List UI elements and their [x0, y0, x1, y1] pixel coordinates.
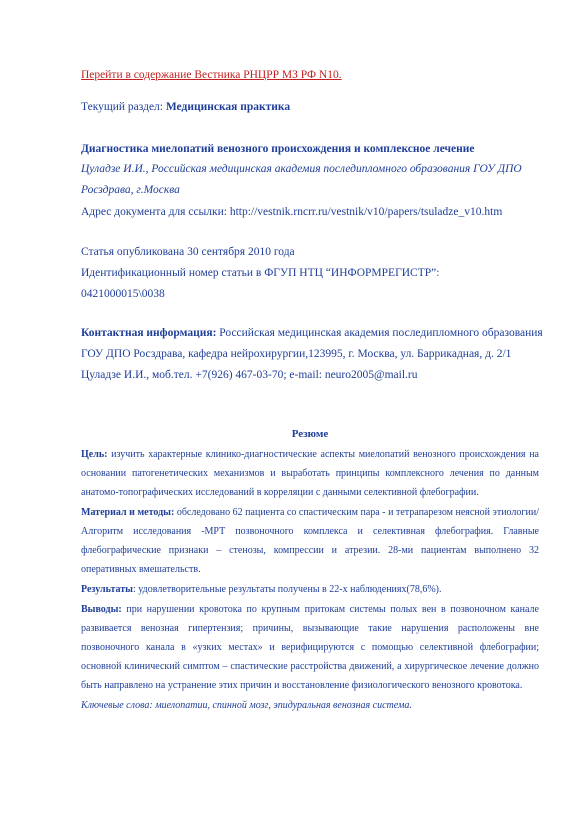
abstract-conclusions — [81, 600, 539, 695]
contact-line-2: ГОУ ДПО Росздрава, кафедра нейрохирургии,123995, г. Москва, ул. Баррикадная, д. 2/1 — [81, 348, 512, 360]
abstract-goal — [81, 445, 539, 502]
contact-line-1 — [81, 326, 543, 340]
conclusions-label: Выводы: — [81, 604, 122, 615]
methods-text: обследовано 62 пациента со спастическим пара - и тетрапарезом неясной этиологии/ Алгоритм исследования -МРТ позвоночного комплекса и селективная флебография. Главные флебографические признаки – стенозы, компрессии и атрезии. 28-ми пациентам выполнено 32 оперативных вмешательств. — [81, 507, 539, 575]
publication-date: Статья опубликована 30 сентября 2010 года — [81, 246, 295, 258]
abstract-section — [81, 427, 539, 715]
contact-line-3: Цуладзе И.И., моб.тел. +7(926) 467-03-70; e-mail: neuro2005@mail.ru — [81, 369, 418, 381]
document-address: Адрес документа для ссылки: http://vestnik.rncrr.ru/vestnik/v10/papers/tsuladze_v10.htm — [81, 206, 503, 218]
methods-label: Материал и методы: — [81, 507, 175, 518]
abstract-results — [81, 580, 539, 599]
article-title: Диагностика миелопатий венозного происхождения и комплексное лечение — [81, 143, 475, 155]
section-label: Текущий раздел: — [81, 101, 163, 113]
results-text: : удовлетворительные результаты получены в 22-х наблюдениях(78,6%). — [133, 584, 442, 595]
abstract-title: Резюме — [291, 428, 329, 440]
results-label: Результаты — [81, 584, 133, 595]
article-id-line-2: 0421000015\0038 — [81, 288, 165, 300]
abstract-methods — [81, 503, 539, 579]
authors-line-2: Росздрава, г.Москва — [81, 184, 180, 196]
toc-link[interactable]: Перейти в содержание Вестника РНЦРР МЗ РФ N10. — [81, 69, 342, 81]
conclusions-text: при нарушении кровотока по крупным притокам системы полых вен в позвоночном канале развивается венозная гипертензия; причины, вызывающие такие нарушения расположены вне позвоночного канала в «узких местах» и верифицируются с помощью селективной флебографии; основной клинический симптом – спастические расстройства движений, а хирургическое лечение должно быть направлено на устранение этих причин и восстановление физиологического венозного кровотока. — [81, 604, 539, 691]
current-section — [81, 100, 290, 114]
authors-line-1: Цуладзе И.И., Российская медицинская академия последипломного образования ГОУ ДПО — [81, 163, 522, 175]
goal-label: Цель: — [81, 449, 108, 460]
contact-label: Контактная информация: — [81, 327, 217, 339]
article-id-line-1: Идентификационный номер статьи в ФГУП НТЦ “ИНФОРМРЕГИСТР”: — [81, 267, 440, 279]
contact-text: Российская медицинская академия последипломного образования — [216, 327, 543, 339]
toc-link-line — [81, 68, 342, 82]
keywords: Ключевые слова: миелопатии, спинной мозг, эпидуральная венозная система. — [81, 700, 412, 711]
goal-text: изучить характерные клинико-диагностические аспекты миелопатий венозного происхождения на основании патогенетических механизмов и выработать принципы комплексного лечения по данным анатомо-топографических исследований в корреляции с данными селективной флебографии. — [81, 449, 539, 498]
section-value: Медицинская практика — [165, 101, 291, 113]
